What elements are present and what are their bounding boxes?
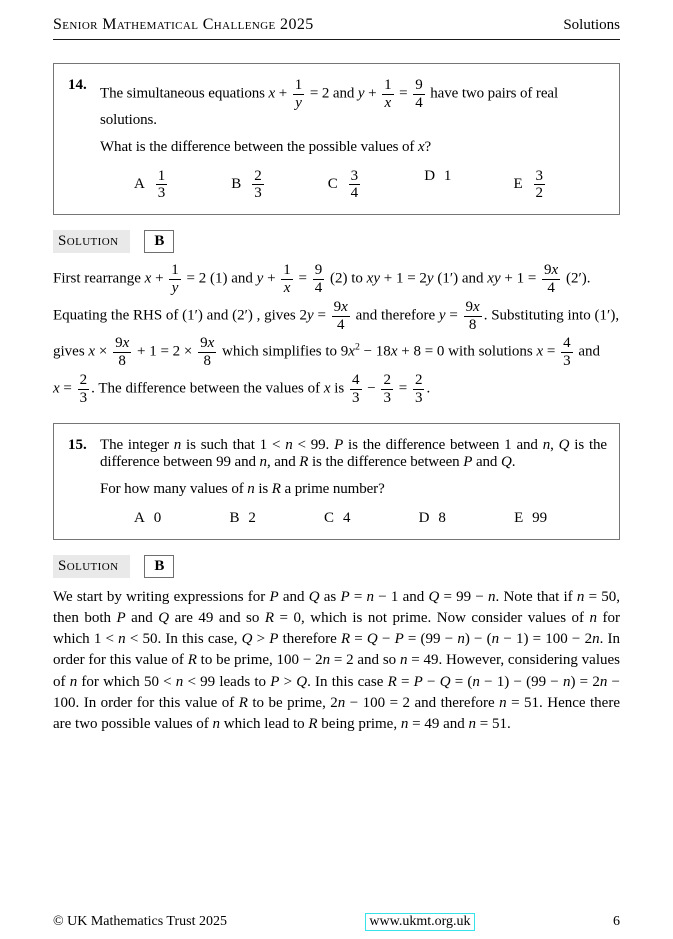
- page-header: [53, 16, 620, 40]
- solution-15-text: We start by writing expressions for P and Q as P = n − 1 and Q = 99 − n. Note that if n = 50, then both P and Q are 49 and so R = 0, which is not prime. Now consider values of n for which 1 < n < 50. In this case, Q > P therefore R = Q − P = (99 − n) − (n − 1) = 100 − 2n. In order for this value of R to be prime, 100 − 2n = 2 and so n = 49. However, considering values of n for which 50 < n < 99 leads to P > Q. In this case R = P − Q = (n − 1) − (99 − n) = 2n − 100. In order for this value of R to be prime, 2n − 100 = 2 and therefore n = 51. Hence there are two possible values of n which lead to R being prime, n = 49 and n = 51.: [53, 588, 621, 733]
- answer-badge: B: [144, 555, 174, 578]
- solution-14-line: Equating the RHS of (1′) and (2′) , gives 2y = $\frac{9x}{4}$ and therefore y = $\frac{9x}{8}$ . Substituting into (1′),: [53, 298, 620, 333]
- question-14-row: [68, 77, 607, 206]
- option-value: 0: [153, 509, 162, 526]
- option-c: [324, 510, 350, 527]
- solution-15-header: [53, 555, 620, 578]
- option-letter: A: [134, 176, 145, 193]
- option-e: [513, 168, 546, 203]
- ukmt-website-link[interactable]: www.ukmt.org.uk: [365, 913, 474, 931]
- solution-14-line: x = $\frac{2}{3}$ . The difference between the values of x is $\frac{4}{3}$ − $\frac{2}{3}$ = $\frac{2}{3}$ .: [53, 371, 431, 406]
- option-value: $\frac{2}{3}$: [254, 167, 262, 202]
- page-number: 6: [612, 914, 620, 929]
- option-letter: E: [513, 176, 523, 193]
- question-15-row: [68, 437, 607, 531]
- question-15-options: [100, 506, 607, 531]
- question-14-statement: The simultaneous equations x + $\frac{1}{y}$ = 2 and y + $\frac{1}{x}$ = $\frac{9}{4}$ have two pairs of real solutions.: [100, 77, 559, 128]
- option-a: [134, 510, 161, 527]
- option-value: 8: [438, 509, 446, 526]
- option-b: [231, 168, 265, 203]
- option-a: [134, 168, 169, 203]
- option-value: $\frac{3}{4}$: [350, 167, 359, 202]
- option-value: $\frac{1}{3}$: [157, 167, 166, 202]
- question-14-number: 14.: [68, 77, 87, 93]
- solution-14-header: [53, 230, 620, 253]
- option-value: 2: [248, 509, 256, 526]
- option-letter: B: [231, 176, 242, 193]
- solution-14-line: gives x × $\frac{9x}{8}$ + 1 = 2 × $\frac{9x}{8}$ which simplifies to $9x^2 - 18x + 8 = 0$ with solutions x = $\frac{4}{3}$ and: [53, 335, 601, 370]
- header-title: Senior Mathematical Challenge 2025: [53, 16, 314, 33]
- option-d: [424, 168, 451, 203]
- question-15-box: [53, 423, 620, 540]
- option-value: 1: [443, 167, 452, 184]
- question-14-body: [100, 77, 607, 206]
- question-15-number: 15.: [68, 436, 87, 453]
- option-e: [514, 510, 547, 527]
- option-value: 4: [342, 509, 351, 526]
- question-15-body: [100, 437, 607, 531]
- solution-14-line: First rearrange x + $\frac{1}{y}$ = 2 (1) and y + $\frac{1}{x}$ = $\frac{9}{4}$ (2) to xy + 1 = 2y (1′) and xy + 1 = $\frac{9x}{4}$ (2′).: [53, 262, 591, 296]
- solution-14-text: [53, 262, 620, 406]
- question-15-statement: The integer n is such that 1 < n < 99. P is the difference between 1 and n, Q is the difference between 99 and n, and R is the difference between P and Q.: [100, 436, 607, 470]
- page-footer: [53, 913, 620, 931]
- option-letter: C: [327, 176, 338, 193]
- question-15-prompt: For how many values of n is R a prime number?: [100, 480, 385, 497]
- option-value: 99: [532, 509, 547, 526]
- option-value: $\frac{3}{2}$: [535, 167, 543, 202]
- solution-label: Solution: [53, 555, 130, 578]
- question-14-options: [100, 164, 607, 207]
- option-letter: D: [418, 509, 430, 526]
- option-d: [419, 510, 446, 527]
- option-letter: C: [324, 509, 334, 526]
- question-14-box: [53, 63, 620, 215]
- header-solutions-label: Solutions: [563, 17, 620, 33]
- option-letter: D: [424, 167, 435, 184]
- option-letter: A: [134, 509, 145, 526]
- question-14-prompt: What is the difference between the possible values of x?: [100, 138, 432, 155]
- option-b: [229, 510, 255, 527]
- answer-badge: B: [144, 230, 174, 253]
- option-letter: E: [514, 509, 524, 526]
- option-c: [328, 168, 362, 203]
- copyright-text: © UK Mathematics Trust 2025: [53, 914, 227, 929]
- option-letter: B: [229, 509, 240, 526]
- solution-label: Solution: [53, 230, 130, 253]
